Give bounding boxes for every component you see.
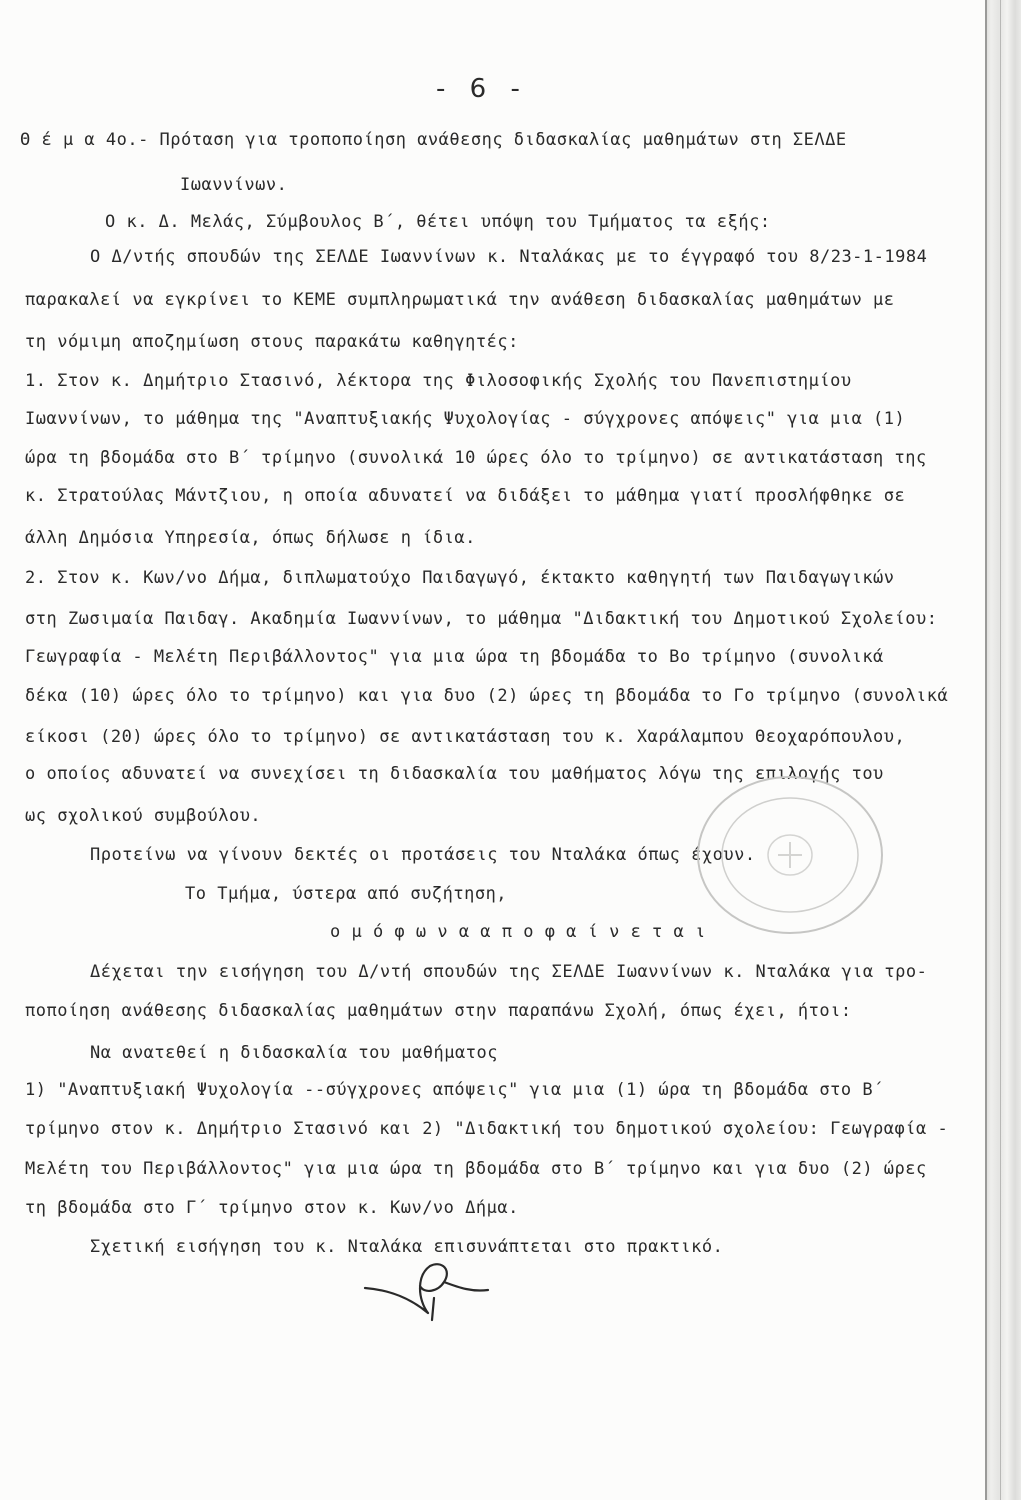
text-line: 2. Στον κ. Κων/νο Δήμα, διπλωματούχο Παιδαγωγό, έκτακτο καθηγητή των Παιδαγωγικών [25,568,895,588]
book-binding-edge [985,0,1021,1500]
text-line: τη νόμιμη αποζημίωση στους παρακάτω καθηγητές: [25,332,519,352]
text-line: Ο κ. Δ. Μελάς, Σύμβουλος Β΄, θέτει υπόψη του Τμήματος τα εξής: [105,212,771,232]
text-line: στη Ζωσιμαία Παιδαγ. Ακαδημία Ιωαννίνων, το μάθημα "Διδακτική του Δημοτικού Σχολείου: [25,609,938,629]
text-line: Δέχεται την εισήγηση του Δ/ντή σπουδών της ΣΕΛΔΕ Ιωαννίνων κ. Νταλάκα για τρο- [90,962,928,982]
text-line: ποποίηση ανάθεσης διδασκαλίας μαθημάτων στην παραπάνω Σχολή, όπως έχει, ήτοι: [25,1001,852,1021]
text-line: κ. Στρατούλας Μάντζιου, η οποία αδυνατεί να διδάξει το μάθημα γιατί προσλήφθηκε σε [25,486,906,506]
text-line: Να ανατεθεί η διδασκαλία του μαθήματος [90,1043,498,1063]
text-line: είκοσι (20) ώρες όλο το τρίμηνο) σε αντικατάσταση του κ. Χαράλαμπου Θεοχαρόπουλου, [25,727,906,747]
page-edge-line [985,0,987,1500]
text-line: Το Τμήμα, ύστερα από συζήτηση, [185,884,508,904]
official-stamp [690,770,890,944]
text-line: Γεωγραφία - Μελέτη Περιβάλλοντος" για μια ώρα τη βδομάδα το Βο τρίμηνο (συνολικά [25,647,884,667]
text-line: Σχετική εισήγηση του κ. Νταλάκα επισυνάπτεται στο πρακτικό. [90,1237,724,1257]
text-line: 1. Στον κ. Δημήτριο Στασινό, λέκτορα της Φιλοσοφικής Σχολής του Πανεπιστημίου [25,371,852,391]
text-line: τη βδομάδα στο Γ΄ τρίμηνο στον κ. Κων/νο Δήμα. [25,1198,519,1218]
decision-heading: ο μ ό φ ω ν α α π ο φ α ί ν ε τ α ι [330,922,706,942]
text-line: ο οποίος αδυνατεί να συνεχίσει τη διδασκαλία του μαθήματος λόγω της επιλογής του [25,764,884,784]
signature [360,1258,500,1332]
text-line: Ιωαννίνων, το μάθημα της "Αναπτυξιακής Ψυχολογίας - σύγχρονες απόψεις" για μια (1) [25,409,906,429]
text-line: ως σχολικού συμβούλου. [25,806,262,826]
page-edge-line [1000,0,1001,1500]
text-line: 1) "Αναπτυξιακή Ψυχολογία --σύγχρονες απόψεις" για μια (1) ώρα τη βδομάδα στο Β΄ [25,1080,884,1100]
text-line: παρακαλεί να εγκρίνει το ΚΕΜΕ συμπληρωματικά την ανάθεση διδασκαλίας μαθημάτων με [25,290,895,310]
text-line: τρίμηνο στον κ. Δημήτριο Στασινό και 2) "Διδακτική του δημοτικού σχολείου: Γεωγραφία - [25,1119,949,1139]
text-line: Ο Δ/ντής σπουδών της ΣΕΛΔΕ Ιωαννίνων κ. Νταλάκας με το έγγραφό του 8/23-1-1984 [90,247,928,267]
text-line: ώρα τη βδομάδα στο Β΄ τρίμηνο (συνολικά 10 ώρες όλο το τρίμηνο) σε αντικατάσταση της [25,448,927,468]
text-line: άλλη Δημόσια Υπηρεσία, όπως δήλωσε η ίδια. [25,528,476,548]
page-number: - 6 - [436,74,528,104]
text-line: δέκα (10) ώρες όλο το τρίμηνο) και για δυο (2) ώρες τη βδομάδα το Γο τρίμηνο (συνολικά [25,686,949,706]
text-line: Ιωαννίνων. [180,175,288,195]
text-line: Προτείνω να γίνουν δεκτές οι προτάσεις του Νταλάκα όπως έχουν. [90,845,756,865]
text-line: Μελέτη του Περιβάλλοντος" για μια ώρα τη βδομάδα στο Β΄ τρίμηνο και για δυο (2) ώρες [25,1159,927,1179]
text-line: Θ έ μ α 4ο.- Πρόταση για τροποποίηση ανάθεσης διδασκαλίας μαθημάτων στη ΣΕΛΔΕ [20,130,847,150]
